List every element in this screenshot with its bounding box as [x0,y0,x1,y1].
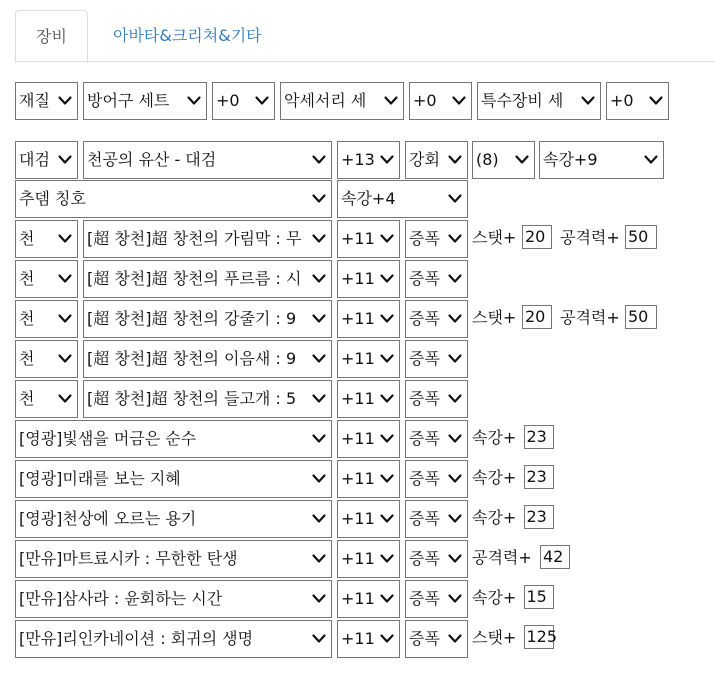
chevron-down-icon [312,581,328,617]
accessory-level-select[interactable] [337,460,400,498]
accessory-name-select-value: [만유]리인카네이션 : 회귀의 생명 [19,629,254,648]
chevron-down-icon [452,83,468,119]
chevron-down-icon [448,142,464,178]
accessory-option-label: 속강+ [472,588,517,607]
chevron-down-icon [448,181,464,217]
armor-type-select[interactable] [405,260,468,298]
chevron-down-icon [58,301,74,337]
accessory-name-select-value: [영광]천상에 오르는 용기 [19,509,197,528]
accessory-type-select[interactable] [405,540,468,578]
chevron-down-icon [312,421,328,457]
chevron-down-icon [448,541,464,577]
accessory-level-select[interactable] [337,420,400,458]
armor-set-level-select[interactable] [212,82,275,120]
chevron-down-icon [384,83,400,119]
armor-set-select[interactable] [83,82,207,120]
accessory-type-select[interactable] [405,580,468,618]
chevron-down-icon [581,83,597,119]
weapon-elemental-select[interactable] [539,141,664,179]
tab-divider [15,61,715,62]
chevron-down-icon [312,181,328,217]
accessory-name-select[interactable] [15,580,332,618]
armor-type-select-value: 증폭 [409,269,440,288]
accessory-level-select-value: +11 [341,629,375,648]
armor-level-select-value: +11 [341,389,375,408]
accessory-option-label: 속강+ [472,508,517,527]
armor-name-select-value: [超 창천]超 창천의 이음새 : 9 [87,349,297,368]
title-elemental-select-value: 속강+4 [341,189,396,208]
chevron-down-icon [515,142,531,178]
chevron-down-icon [380,381,396,417]
chevron-down-icon [380,221,396,257]
accessory-type-select-value: 증폭 [409,429,440,448]
title-select[interactable] [15,180,332,218]
accessory-option-input[interactable]: 23 [524,505,554,529]
chevron-down-icon [312,221,328,257]
armor-stat-label: 스탯+ [472,228,517,247]
chevron-down-icon [380,501,396,537]
chevron-down-icon [380,261,396,297]
title-elemental-select[interactable] [337,180,468,218]
accessory-option-input[interactable]: 15 [524,585,554,609]
tab-equipment[interactable]: 장비 [15,10,88,63]
armor-grade-select[interactable] [15,380,78,418]
accessory-option-label: 공격력+ [472,548,532,567]
chevron-down-icon [448,221,464,257]
special-set-level-select[interactable] [606,82,669,120]
armor-level-select-value: +11 [341,309,375,328]
accessory-level-select-value: +11 [341,549,375,568]
chevron-down-icon [58,83,74,119]
chevron-down-icon [380,341,396,377]
accessory-name-select[interactable] [15,420,332,458]
accessory-option-label: 스탯+ [472,628,517,647]
armor-name-select-value: [超 창천]超 창천의 푸르름 : 시 [87,269,302,288]
accessory-name-select[interactable] [15,620,332,658]
armor-grade-select[interactable] [15,340,78,378]
chevron-down-icon [312,621,328,657]
chevron-down-icon [312,461,328,497]
weapon-reinforce-select-value: 강회 [409,150,440,169]
accessory-option-label: 속강+ [472,468,517,487]
accessory-set-select[interactable] [280,82,404,120]
armor-type-select[interactable] [405,300,468,338]
armor-stat-label: 스탯+ [472,308,517,327]
accessory-set-level-select[interactable] [409,82,472,120]
armor-set-select-value: 방어구 세트 [87,91,170,110]
armor-type-select-value: 증폭 [409,309,440,328]
accessory-option-input[interactable]: 125 [524,625,554,649]
chevron-down-icon [380,142,396,178]
armor-grade-select-value: 천 [19,229,35,248]
tab-avatar-creature-etc[interactable]: 아바타&크리쳐&기타 [113,26,262,45]
chevron-down-icon [448,501,464,537]
weapon-type-select-value: 대검 [19,150,50,169]
weapon-type-select[interactable] [15,141,78,179]
accessory-name-select[interactable] [15,540,332,578]
weapon-elemental-select-value: 속강+9 [543,150,598,169]
weapon-level-select[interactable] [337,141,400,179]
armor-set-level-select-value: +0 [216,91,240,110]
chevron-down-icon [448,261,464,297]
armor-name-select[interactable] [83,340,332,378]
weapon-name-select[interactable] [83,141,332,179]
armor-level-select[interactable] [337,260,400,298]
armor-grade-select[interactable] [15,220,78,258]
accessory-set-select-value: 악세서리 세 [284,91,367,110]
accessory-name-select[interactable] [15,500,332,538]
chevron-down-icon [448,461,464,497]
chevron-down-icon [380,301,396,337]
tab-bar [0,0,715,62]
armor-type-select[interactable] [405,380,468,418]
armor-name-select[interactable] [83,380,332,418]
armor-level-select[interactable] [337,220,400,258]
chevron-down-icon [187,83,203,119]
material-select[interactable] [15,82,78,120]
accessory-type-select-value: 증폭 [409,549,440,568]
armor-type-select-value: 증폭 [409,229,440,248]
armor-level-select[interactable] [337,300,400,338]
accessory-name-select[interactable] [15,460,332,498]
armor-name-select[interactable] [83,220,332,258]
armor-level-select-value: +11 [341,229,375,248]
chevron-down-icon [649,83,665,119]
weapon-reinforce-select[interactable] [405,141,468,179]
chevron-down-icon [58,381,74,417]
armor-level-select[interactable] [337,340,400,378]
armor-level-select-value: +11 [341,269,375,288]
accessory-set-level-select-value: +0 [413,91,437,110]
armor-type-select[interactable] [405,340,468,378]
accessory-name-select-value: [만유]마트료시카 : 무한한 탄생 [19,549,238,568]
armor-grade-select-value: 천 [19,389,35,408]
title-select-value: 추뎀 칭호 [19,189,86,208]
chevron-down-icon [448,621,464,657]
special-set-select[interactable] [477,82,601,120]
material-select-value: 재질 [19,91,50,110]
armor-type-select-value: 증폭 [409,349,440,368]
special-set-level-select-value: +0 [610,91,634,110]
accessory-level-select-value: +11 [341,589,375,608]
chevron-down-icon [58,261,74,297]
chevron-down-icon [312,541,328,577]
chevron-down-icon [312,301,328,337]
chevron-down-icon [448,421,464,457]
armor-attack-input[interactable]: 50 [625,225,657,249]
chevron-down-icon [380,421,396,457]
chevron-down-icon [448,581,464,617]
chevron-down-icon [380,541,396,577]
armor-grade-select-value: 천 [19,269,35,288]
accessory-type-select-value: 증폭 [409,469,440,488]
armor-level-select-value: +11 [341,349,375,368]
weapon-slot-select[interactable] [472,141,535,179]
accessory-name-select-value: [영광]미래를 보는 지혜 [19,469,181,488]
armor-attack-label: 공격력+ [560,308,620,327]
armor-attack-label: 공격력+ [560,228,620,247]
accessory-option-input[interactable]: 42 [540,545,570,569]
chevron-down-icon [312,261,328,297]
chevron-down-icon [58,142,74,178]
chevron-down-icon [312,501,328,537]
armor-name-select[interactable] [83,300,332,338]
armor-stat-input[interactable]: 20 [522,305,552,329]
accessory-option-input[interactable]: 23 [524,465,554,489]
armor-type-select[interactable] [405,220,468,258]
armor-name-select-value: [超 창천]超 창천의 가림막 : 무 [87,229,302,248]
weapon-slot-select-value: (8) [476,150,499,169]
accessory-type-select-value: 증폭 [409,589,440,608]
accessory-type-select[interactable] [405,620,468,658]
armor-grade-select[interactable] [15,300,78,338]
armor-type-select-value: 증폭 [409,389,440,408]
armor-grade-select-value: 천 [19,309,35,328]
chevron-down-icon [312,341,328,377]
accessory-level-select[interactable] [337,500,400,538]
armor-name-select-value: [超 창천]超 창천의 강줄기 : 9 [87,309,297,328]
accessory-name-select-value: [영광]빛샘을 머금은 순수 [19,429,197,448]
chevron-down-icon [312,381,328,417]
chevron-down-icon [380,581,396,617]
weapon-level-select-value: +13 [341,150,375,169]
chevron-down-icon [644,142,660,178]
armor-name-select[interactable] [83,260,332,298]
chevron-down-icon [255,83,271,119]
chevron-down-icon [448,381,464,417]
chevron-down-icon [58,341,74,377]
chevron-down-icon [58,221,74,257]
accessory-type-select[interactable] [405,500,468,538]
armor-grade-select-value: 천 [19,349,35,368]
chevron-down-icon [448,341,464,377]
armor-name-select-value: [超 창천]超 창천의 들고개 : 5 [87,389,297,408]
accessory-level-select[interactable] [337,580,400,618]
accessory-option-label: 속강+ [472,428,517,447]
weapon-name-select-value: 천공의 유산 - 대검 [87,150,217,169]
chevron-down-icon [448,301,464,337]
armor-grade-select[interactable] [15,260,78,298]
armor-stat-input[interactable]: 20 [522,225,552,249]
accessory-type-select[interactable] [405,460,468,498]
accessory-name-select-value: [만유]삼사라 : 윤회하는 시간 [19,589,223,608]
armor-attack-input[interactable]: 50 [625,305,657,329]
chevron-down-icon [380,621,396,657]
accessory-type-select-value: 증폭 [409,629,440,648]
accessory-level-select[interactable] [337,620,400,658]
chevron-down-icon [312,142,328,178]
accessory-level-select[interactable] [337,540,400,578]
accessory-option-input[interactable]: 23 [524,425,554,449]
chevron-down-icon [380,461,396,497]
special-set-select-value: 특수장비 세 [481,91,564,110]
accessory-level-select-value: +11 [341,429,375,448]
armor-level-select[interactable] [337,380,400,418]
accessory-type-select-value: 증폭 [409,509,440,528]
accessory-type-select[interactable] [405,420,468,458]
accessory-level-select-value: +11 [341,469,375,488]
accessory-level-select-value: +11 [341,509,375,528]
